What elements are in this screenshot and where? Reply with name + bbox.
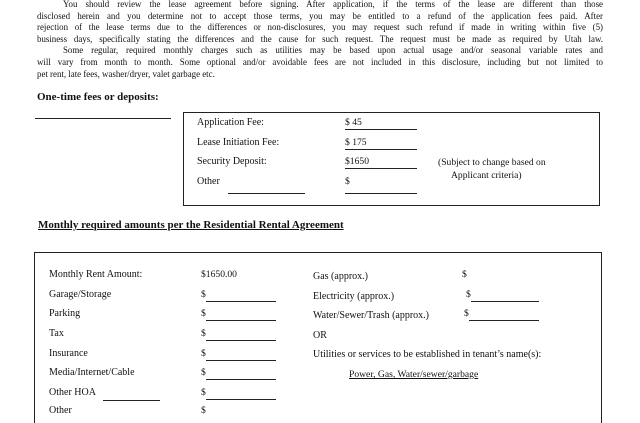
parking-value: $	[201, 308, 206, 319]
monthly-rent-value: $1650.00	[201, 269, 237, 280]
lease-initiation-fee-value: $ 175	[345, 137, 367, 148]
other-hoa-label-underline	[103, 400, 160, 401]
garage-storage-value: $	[201, 289, 206, 300]
application-fee-value: $ 45	[345, 117, 362, 128]
other-fee-label-underline	[228, 193, 305, 194]
gas-value: $	[462, 269, 467, 280]
tax-value: $	[201, 328, 206, 339]
one-time-fees-heading: One-time fees or deposits:	[37, 91, 159, 103]
intro-line: pet rent, late fees, washer/dryer, valet garbage etc.	[37, 68, 215, 79]
lease-initiation-fee-underline	[345, 149, 417, 150]
electricity-value: $	[466, 289, 471, 300]
intro-line: rejection of the lease terms due to the differences or non-disclosures, you may request such refund if made in writing within five (5)	[37, 22, 603, 33]
water-sewer-trash-underline	[469, 320, 539, 321]
subject-to-change-note: (Subject to change based on	[438, 157, 546, 168]
security-deposit-label: Security Deposit:	[197, 156, 267, 167]
other-hoa-value: $	[201, 387, 206, 398]
security-deposit-value: $1650	[345, 156, 369, 167]
water-sewer-trash-label: Water/Sewer/Trash (approx.)	[313, 310, 430, 321]
parking-underline	[206, 320, 276, 321]
security-deposit-underline	[345, 168, 417, 169]
media-internet-cable-underline	[206, 379, 276, 380]
garage-storage-label: Garage/Storage	[49, 289, 112, 300]
other-fee-label: Other	[197, 176, 220, 187]
intro-paragraph	[37, 0, 603, 80]
intro-line: You should review the lease agreement before signing. After application, if the terms of the lease are different than those	[63, 0, 603, 9]
media-internet-cable-value: $	[201, 367, 206, 378]
other-fee-underline	[345, 193, 417, 194]
insurance-underline	[206, 360, 276, 361]
application-fee-label: Application Fee:	[197, 117, 264, 128]
garage-storage-underline	[206, 301, 276, 302]
utilities-tenant-label: Utilities or services to be established in tenant’s name(s):	[313, 349, 542, 360]
other-hoa-label: Other HOA	[49, 387, 96, 398]
insurance-label: Insurance	[49, 348, 88, 359]
utilities-tenant-value: Power, Gas, Water/sewer/garbage	[349, 369, 479, 380]
other-hoa-underline	[206, 399, 276, 400]
gas-label: Gas (approx.)	[313, 271, 368, 282]
tax-underline	[206, 340, 276, 341]
other-monthly-label: Other	[49, 405, 72, 416]
intro-line: disclosed herein and you determine not to accept those terms, you may be entitled to a refund of the application fees paid. After	[37, 10, 603, 21]
water-sewer-trash-value: $	[464, 308, 469, 319]
intro-line: will vary from month to month. Some optional and/or avoidable fees are not included in this disclosure, including but not limited to	[37, 56, 603, 67]
electricity-underline	[471, 301, 539, 302]
tax-label: Tax	[49, 328, 64, 339]
insurance-value: $	[201, 348, 206, 359]
electricity-label: Electricity (approx.)	[313, 291, 395, 302]
monthly-rent-label: Monthly Rent Amount:	[49, 269, 143, 280]
application-fee-underline	[345, 129, 417, 130]
intro-line: Some regular, required monthly charges such as utilities may be based upon actual usage and/or seasonal variable rates and	[63, 45, 603, 56]
other-fee-value: $	[345, 176, 350, 187]
other-monthly-value: $	[201, 405, 206, 416]
parking-label: Parking	[49, 308, 81, 319]
intro-line: business days, specifically stating the differences and the cause for such request. The request must be made as required by Utah law.	[37, 33, 603, 44]
or-text: OR	[313, 330, 327, 341]
applicant-criteria-note: Applicant criteria)	[451, 170, 522, 181]
monthly-amounts-heading: Monthly required amounts per the Residential Rental Agreement	[38, 219, 344, 231]
divider-line	[35, 118, 171, 119]
lease-initiation-fee-label: Lease Initiation Fee:	[197, 137, 280, 148]
media-internet-cable-label: Media/Internet/Cable	[49, 367, 135, 378]
